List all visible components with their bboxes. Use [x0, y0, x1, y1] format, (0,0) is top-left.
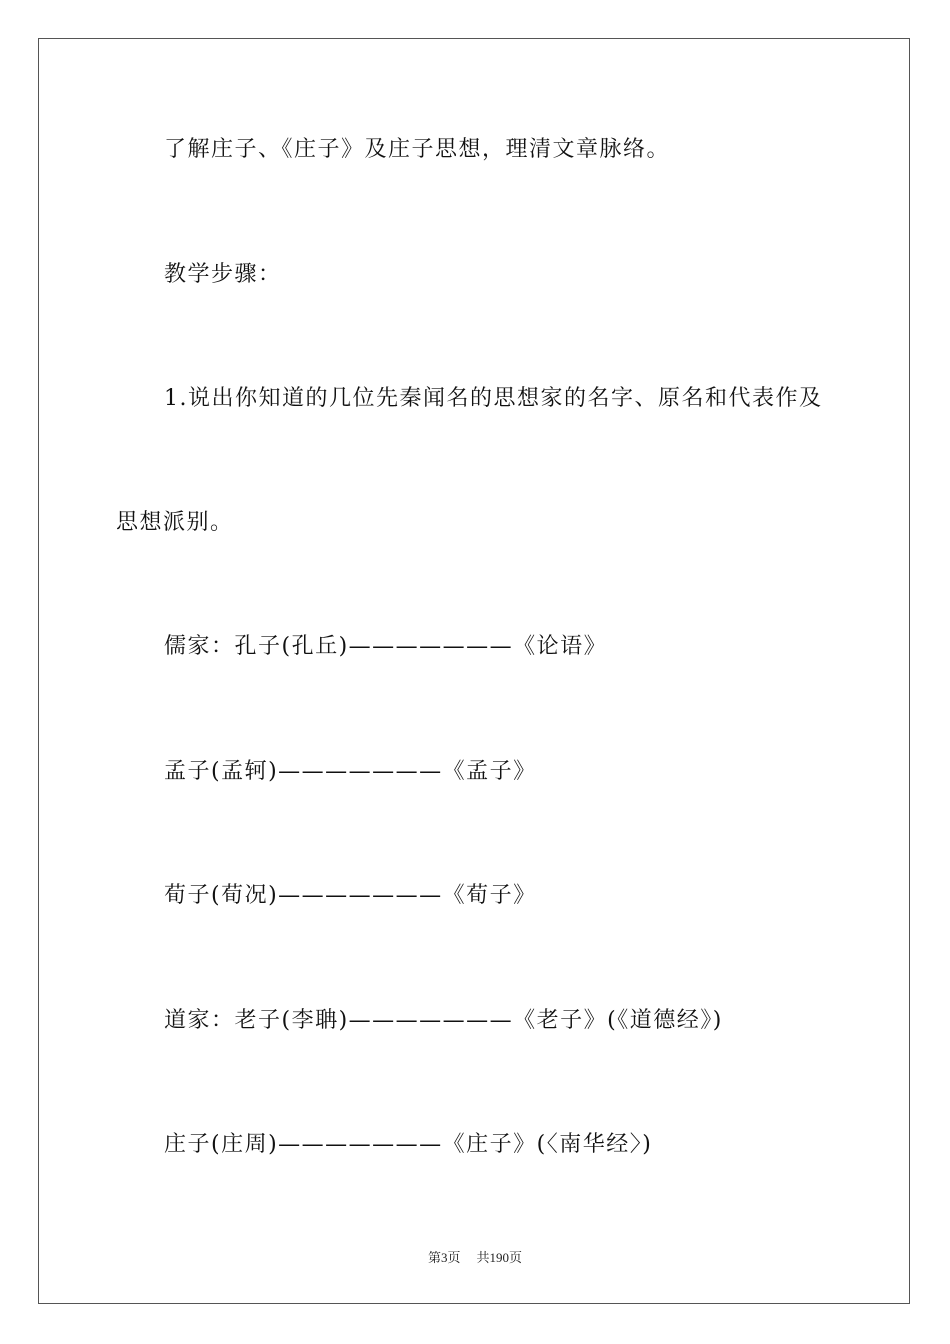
list-item-confucius: 儒家：孔子(孔丘)———————《论语》	[164, 634, 608, 659]
objective-paragraph: 了解庄子、《庄子》及庄子思想，理清文章脉络。	[164, 137, 671, 162]
step-1-paragraph: 1.说出你知道的几位先秦闻名的思想家的名字、原名和代表作及	[164, 386, 823, 411]
steps-heading: 教学步骤：	[164, 262, 282, 287]
list-item-laozi: 道家：老子(李聃)———————《老子》(《道德经》)	[164, 1008, 723, 1033]
page-number: 第3页	[427, 1250, 461, 1265]
page-footer	[0, 1249, 950, 1267]
list-item-zhuangzi: 庄子(庄周)———————《庄子》(〈南华经〉)	[164, 1132, 653, 1157]
list-item-xunzi: 荀子(荀况)———————《荀子》	[164, 883, 537, 908]
page-total: 共190页	[476, 1250, 523, 1265]
page-border	[38, 38, 910, 1304]
list-item-mencius: 孟子(孟轲)———————《孟子》	[164, 759, 537, 784]
step-1-continuation: 思想派别。	[116, 510, 234, 535]
